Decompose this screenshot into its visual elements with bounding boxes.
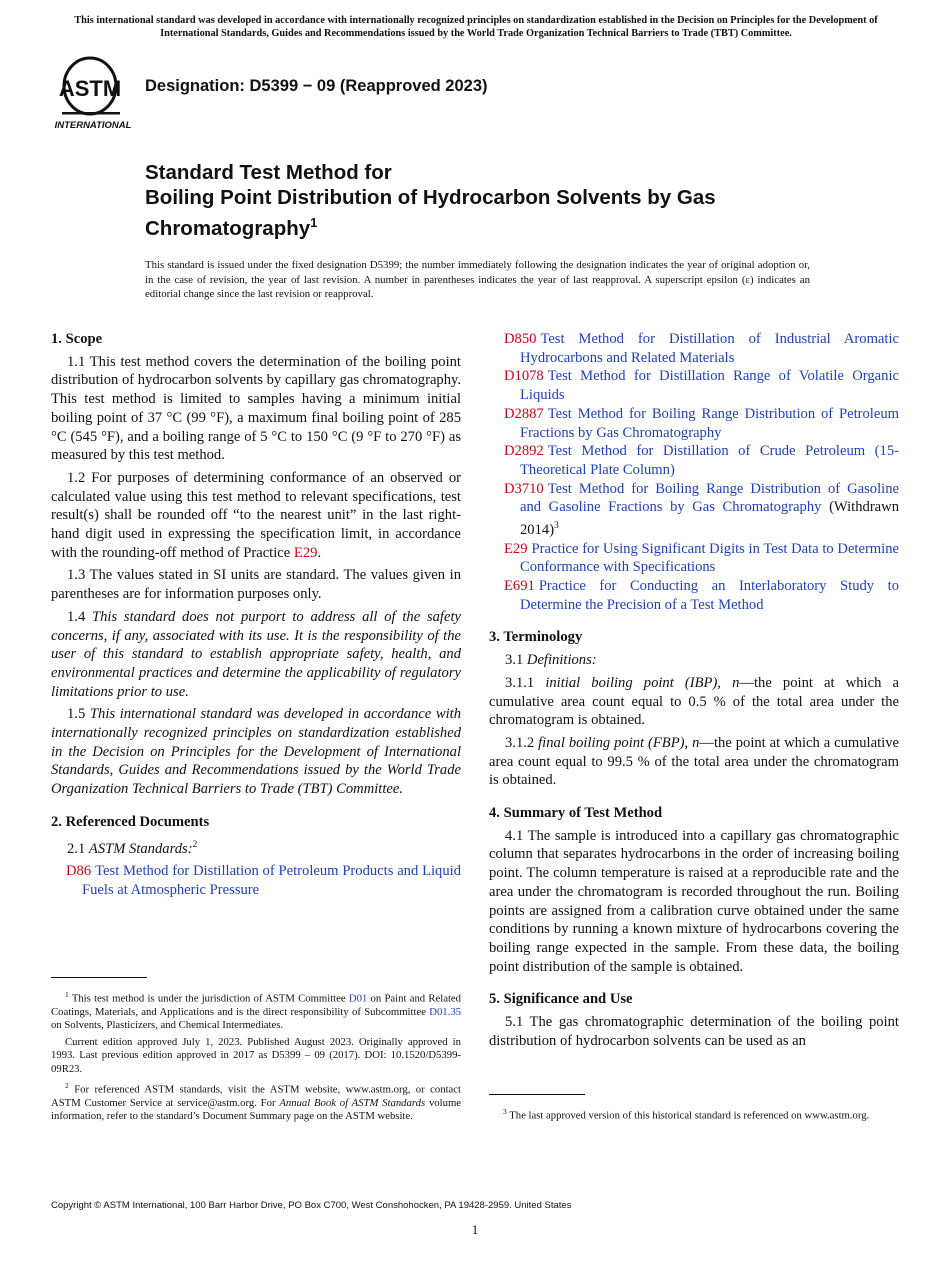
- ref-item-e29[interactable]: E29 Practice for Using Significant Digits in Test Data to Determine Conformance with Specifications: [504, 540, 899, 576]
- title-line-2: Boiling Point Distribution of Hydrocarbon Solvents by Gas Chromatography: [145, 186, 716, 240]
- copyright-line: Copyright © ASTM International, 100 Barr Harbor Drive, PO Box C700, West Conshohocken, PA 19428-2959. United States: [51, 1200, 572, 1211]
- link-e29[interactable]: E29: [293, 544, 318, 561]
- ref-item-d1078[interactable]: D1078 Test Method for Distillation Range of Volatile Organic Liquids: [504, 368, 899, 404]
- section-terminology-heading: 3. Terminology: [489, 629, 583, 646]
- section-summary-heading: 4. Summary of Test Method: [489, 805, 663, 822]
- para-5-1: 5.1 The gas chromatographic determination of the boiling point distribution of hydrocarbon solvents can be used as an: [489, 1014, 899, 1049]
- right-column: [489, 330, 899, 1054]
- logo-wordmark: INTERNATIONAL: [54, 120, 132, 131]
- ref-item-d3710[interactable]: D3710 Test Method for Boiling Range Distribution of Gasoline and Gasoline Fractions by Gas Chromatography (Withdrawn 2014)$^3$: [504, 480, 899, 538]
- title-footnote-marker: 1: [310, 215, 318, 230]
- issuance-statement: This standard is issued under the fixed designation D5399; the number immediately following the designation indicates the year of original adoption or, in the case of revision, the year of last revision. A number in parentheses indicates the year of last reapproval. A superscript epsilon (ε) indicates an editorial change since the last revision or reapproval.: [145, 259, 810, 301]
- para-3-1: 3.1 Definitions:: [505, 652, 597, 669]
- para-3-1-1: 3.1.1 initial boiling point (IBP), n—the point at which a cumulative area count equal to 0.5 % of the total area under the chromatogram is obtained.: [489, 674, 899, 729]
- para-1-2: 1.2 For purposes of determining conformance of an observed or calculated value using this test method to relevant specifications, test result(s) shall be rounded off “to the nearest unit” in the last right-hand digit used in expressing the specification limit, in accordance with the rounding-off method of Practice E29.: [51, 469, 461, 561]
- footnote-rule-left: [51, 977, 147, 978]
- footnotes-left: [51, 988, 461, 1127]
- international-standard-notice: This international standard was developed in accordance with internationally recognized principles on standardization established in the Decision on Principles for the Development of International Standards, Guides and Recommendations issued by the World Trade Organization Technical Barriers to Trade (TBT) Committee.: [74, 15, 878, 39]
- para-1-5: 1.5 This international standard was developed in accordance with internationally recognized principles on standardization established in the Decision on Principles for the Development of International Standards, Guides and Recommendations issued by the World Trade Organization Technical Barriers to Trade (TBT) Committee.: [51, 706, 462, 798]
- ref-item-d2887[interactable]: D2887 Test Method for Boiling Range Distribution of Petroleum Fractions by Gas Chromatography: [504, 405, 899, 441]
- section-references-heading: 2. Referenced Documents: [51, 813, 210, 830]
- footnotes-right: [489, 1105, 899, 1126]
- para-1-3: 1.3 The values stated in SI units are standard. The values given in parentheses are for information purposes only.: [51, 567, 461, 603]
- document-title: [145, 160, 845, 241]
- para-3-1-2: 3.1.2 final boiling point (FBP), n—the point at which a cumulative area count equal to 99.5 % of the total area under the chromatogram is obtained.: [489, 734, 899, 789]
- footnote-1: $^1$ This test method is under the jurisdiction of ASTM Committee D01 on Paint and Related Coatings, Materials, and Applications and is the direct responsibility of Subcommittee D01.35 on Solvents, Plasticizers, and Chemical Intermediates.: [51, 990, 462, 1032]
- para-2-1: 2.1 ASTM Standards:$^2$: [67, 839, 198, 857]
- logo-monogram: ASTM: [58, 76, 122, 101]
- para-4-1: 4.1 The sample is introduced into a capillary gas chromatographic column that separates hydrocarbons in the order of increasing boiling point. The column temperature is raised at a reproducible rate and the area under the chromatogram is recorded throughout the run. Boiling points are assigned from a calibration curve obtained under the same conditions by running a known mixture of hydrocarbons covering the boiling range expected in the sample. From these data, the boiling point distribution of the sample is obtained.: [489, 827, 899, 975]
- ref-item-d86[interactable]: D86 Test Method for Distillation of Petroleum Products and Liquid Fuels at Atmospheric Pressure: [66, 863, 461, 898]
- ref-item-e691[interactable]: E691 Practice for Conducting an Interlaboratory Study to Determine the Precision of a Test Method: [504, 578, 899, 613]
- astm-international-logo: [52, 56, 136, 132]
- footnote-2: $^2$ For referenced ASTM standards, visit the ASTM website, www.astm.org, or contact ASTM Customer Service at service@astm.org. For Annual Book of ASTM Standards volume information, refer to the standard’s Document Summary page on the ASTM website.: [51, 1081, 461, 1123]
- title-line-1: Standard Test Method for: [145, 161, 392, 184]
- footnote-1-edition: Current edition approved July 1, 2023. Published August 2023. Originally approved in 1993. Last previous edition approved in 2017 as D5399 – 09 (2017). DOI: 10.1520/D5399-09R23.: [51, 1035, 461, 1075]
- para-1-4: 1.4 This standard does not purport to address all of the safety concerns, if any, associated with its use. It is the responsibility of the user of this standard to establish appropriate safety, health, and environmental practices and determine the applicability of regulatory limitations prior to use.: [51, 608, 461, 700]
- footnote-rule-right: [489, 1094, 585, 1095]
- page-number: 1: [471, 1222, 479, 1237]
- link-d01[interactable]: D01: [348, 992, 368, 1005]
- left-column: [51, 330, 461, 900]
- designation: Designation: D5399 − 09 (Reapproved 2023): [145, 77, 488, 95]
- ref-item-d2892[interactable]: D2892 Test Method for Distillation of Crude Petroleum (15-Theoretical Plate Column): [504, 443, 899, 478]
- link-d01-35[interactable]: D01.35: [429, 1005, 462, 1018]
- section-scope-heading: 1. Scope: [51, 331, 103, 347]
- ref-item-d850[interactable]: D850 Test Method for Distillation of Industrial Aromatic Hydrocarbons and Related Materials: [504, 331, 899, 366]
- section-significance-heading: 5. Significance and Use: [489, 991, 633, 1008]
- para-1-1: 1.1 This test method covers the determination of the boiling point distribution of hydrocarbon solvents by capillary gas chromatography. This test method is limited to samples having a minimum initial boiling point of 37 °C (99 °F), a maximum final boiling point of 285 °C (545 °F), and a boiling range of 5 °C to 150 °C (9 °F to 270 °F) as measured by this test method.: [51, 353, 462, 464]
- footnote-3: $^3$ The last approved version of this historical standard is referenced on www.astm.org.: [503, 1107, 870, 1122]
